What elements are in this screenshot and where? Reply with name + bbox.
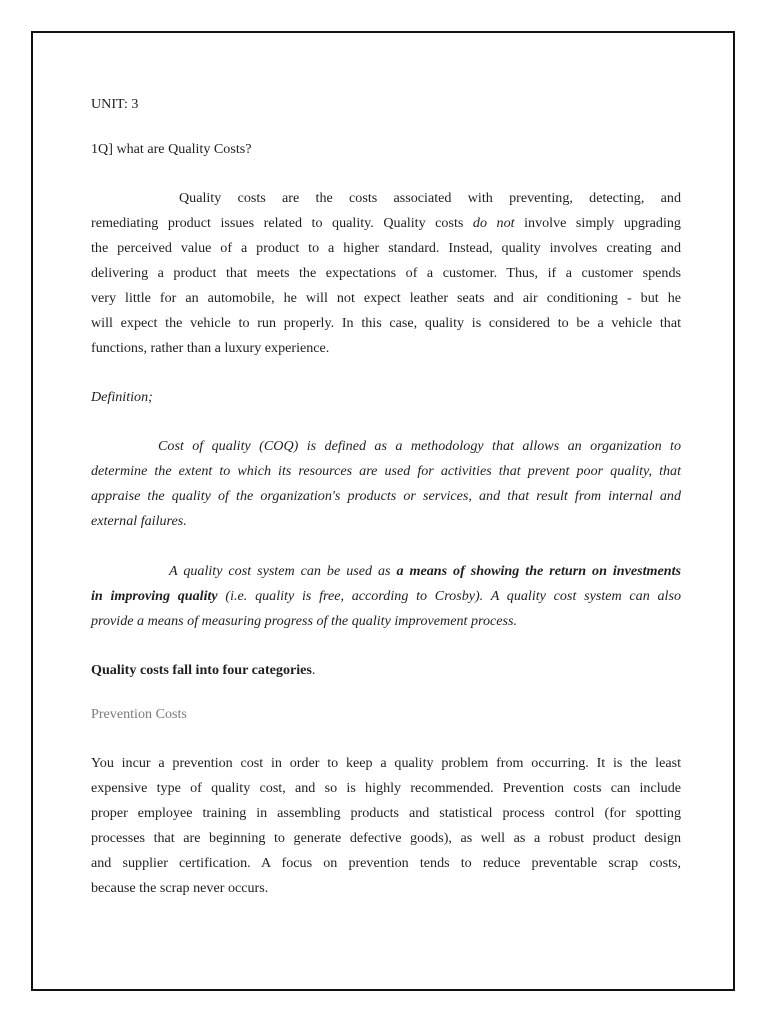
paragraph-line: Quality costs are the costs associated with preventing, detecting, and bbox=[179, 190, 681, 206]
text-run: remediating product issues related to quality. Quality costs bbox=[91, 215, 473, 231]
paragraph-line: expensive type of quality cost, and so is highly recommended. Prevention costs can include bbox=[91, 780, 681, 796]
paragraph-line: the perceived value of a product to a higher standard. Instead, quality involves creating and bbox=[91, 240, 681, 256]
categories-heading bbox=[91, 658, 681, 683]
paragraph-line: provide a means of measuring progress of the quality improvement process. bbox=[91, 613, 518, 629]
text-run: involve simply upgrading bbox=[514, 215, 681, 231]
paragraph-line: Cost of quality (COQ) is defined as a methodology that allows an organization to bbox=[158, 438, 681, 454]
paragraph-line: processes that are beginning to generate defective goods), as well as a robust product design bbox=[91, 830, 681, 846]
document-page bbox=[31, 31, 735, 991]
paragraph-line: proper employee training in assembling products and statistical process control (for spotting bbox=[91, 805, 681, 821]
paragraph-line bbox=[91, 559, 681, 584]
paragraph-line: because the scrap never occurs. bbox=[91, 880, 269, 896]
paragraph-line: external failures. bbox=[91, 513, 187, 529]
text-run: (i.e. quality is free, according to Crosby). A quality cost system can also bbox=[217, 588, 681, 604]
bold-text: Quality costs fall into four categories bbox=[91, 662, 312, 678]
paragraph-line: You incur a prevention cost in order to keep a quality problem from occurring. It is the least bbox=[91, 755, 681, 771]
paragraph-line: will expect the vehicle to run properly. In this case, quality is considered to be a vehicle that bbox=[91, 315, 681, 331]
unit-heading: UNIT: 3 bbox=[91, 96, 139, 112]
paragraph-line: determine the extent to which its resources are used for activities that prevent poor quality, that bbox=[91, 463, 681, 479]
paragraph-line: delivering a product that meets the expectations of a customer. Thus, if a customer spends bbox=[91, 265, 681, 281]
emphasis-text: do not bbox=[472, 215, 515, 231]
paragraph-line bbox=[91, 211, 681, 236]
paragraph-line: functions, rather than a luxury experience. bbox=[91, 340, 330, 356]
paragraph-line bbox=[91, 584, 681, 609]
paragraph-line: very little for an automobile, he will not expect leather seats and air conditioning - but he bbox=[91, 290, 681, 306]
emphasis-text: a means of showing the return on investments bbox=[396, 563, 681, 579]
paragraph-line: and supplier certification. A focus on prevention tends to reduce preventable scrap costs, bbox=[91, 855, 681, 871]
text-run: . bbox=[311, 662, 316, 678]
paragraph-line: appraise the quality of the organization's products or services, and that result from internal and bbox=[91, 488, 681, 504]
definition-label: Definition; bbox=[91, 389, 153, 405]
prevention-costs-heading: Prevention Costs bbox=[91, 706, 187, 722]
question-heading: 1Q] what are Quality Costs? bbox=[91, 141, 252, 157]
emphasis-text: in improving quality bbox=[91, 588, 218, 604]
text-run: A quality cost system can be used as bbox=[169, 563, 397, 579]
